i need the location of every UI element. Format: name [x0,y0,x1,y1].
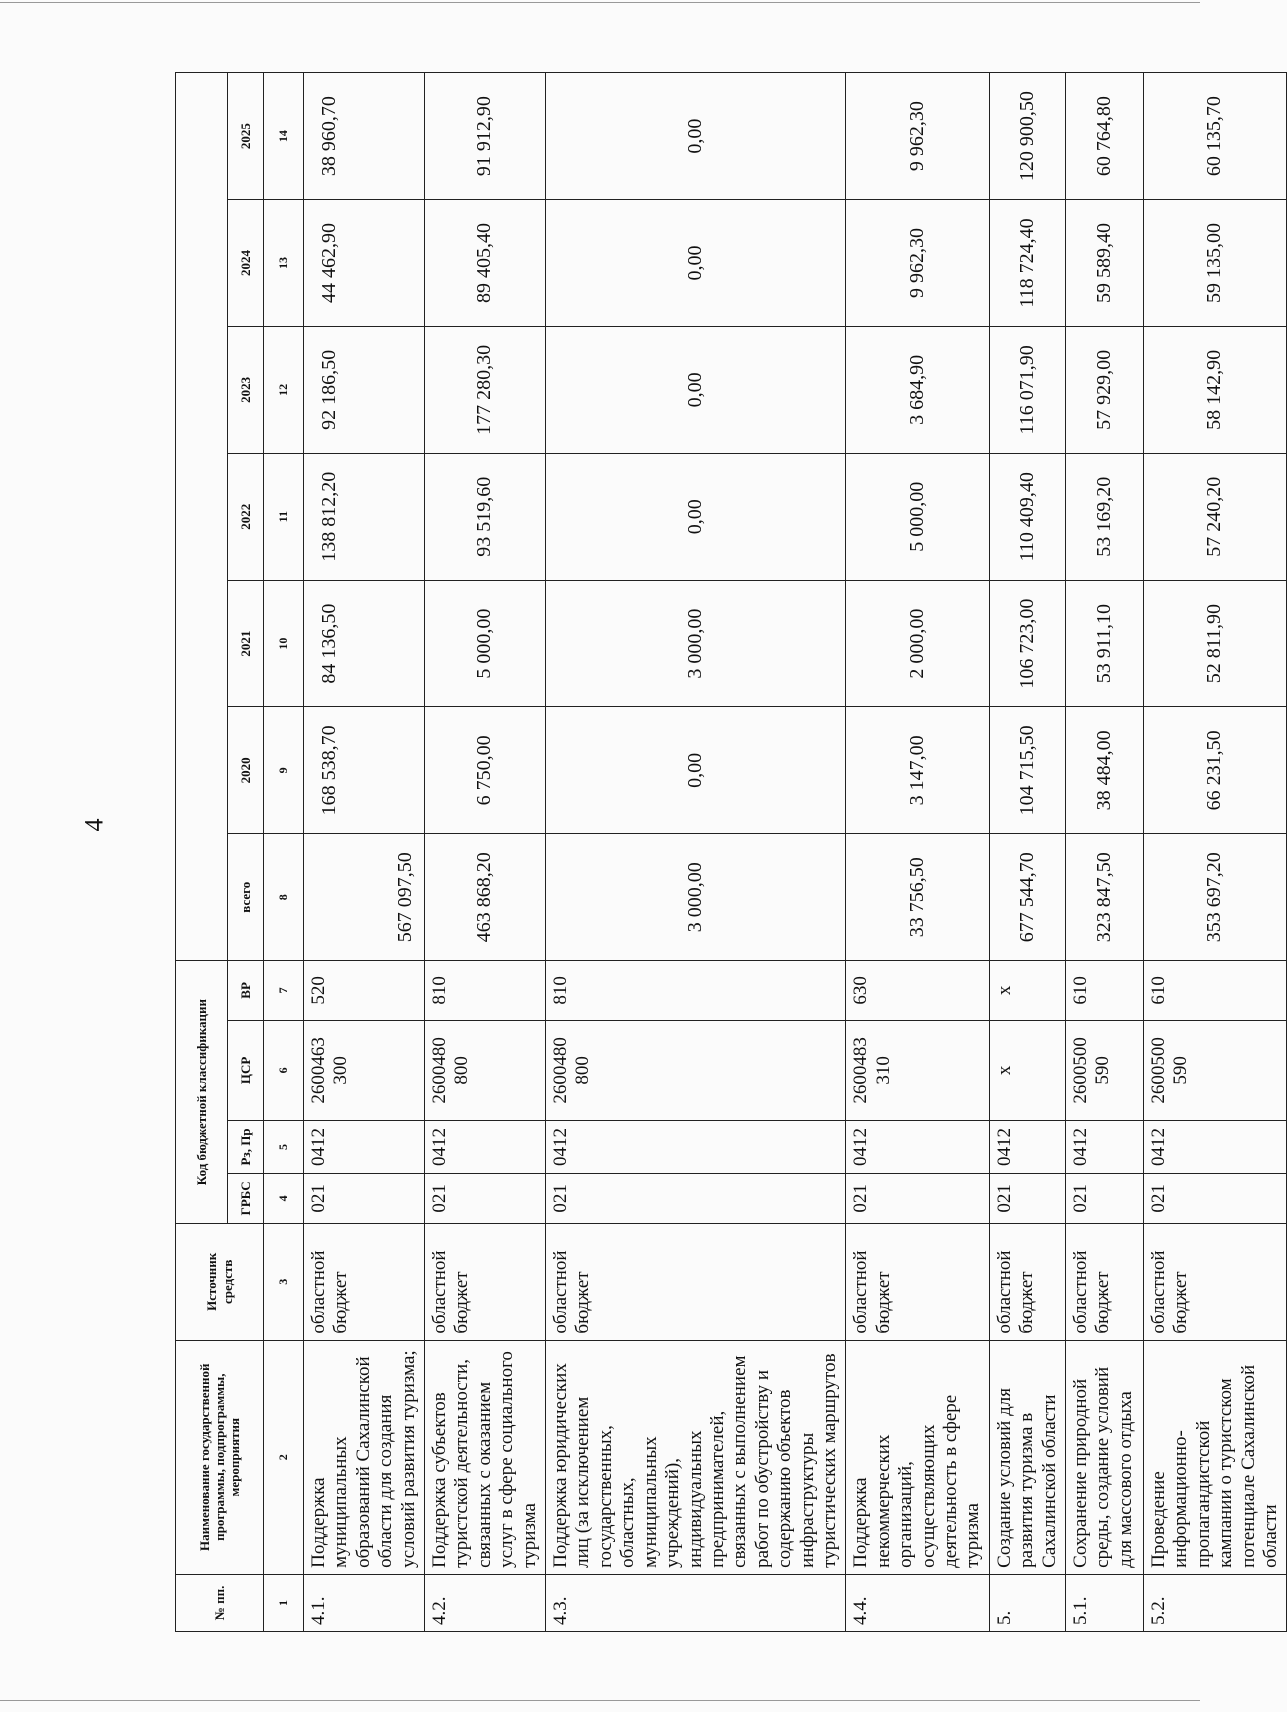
table-row [304,73,425,1632]
header-vr: ВР [228,961,264,1020]
row-source: областной бюджет [304,1224,425,1341]
row-2024: 0,00 [546,200,846,327]
row-grbs: 021 [546,1173,846,1223]
row-2020: 104 715,50 [989,707,1065,834]
row-2022: 138 812,20 [304,453,425,580]
row-total: 463 868,20 [425,834,546,961]
row-total: 567 097,50 [304,834,425,961]
row-2024: 89 405,40 [425,200,546,327]
row-grbs: 021 [989,1173,1065,1223]
row-2023: 3 684,90 [846,326,989,453]
row-vr: 810 [425,961,546,1020]
row-2021: 84 136,50 [304,580,425,707]
row-2022: 57 240,20 [1144,453,1287,580]
row-name: Создание условий для развития туризма в Сахалинской области [989,1340,1065,1574]
header-amounts [176,73,228,961]
row-name: Поддержка некоммерческих организаций, осуществляющих деятельность в сфере туризма [846,1340,989,1574]
row-2025: 120 900,50 [989,73,1065,200]
colnum: 2 [264,1340,304,1574]
row-vr: х [989,961,1065,1020]
row-2022: 93 519,60 [425,453,546,580]
row-total: 353 697,20 [1144,834,1287,961]
row-2023: 0,00 [546,326,846,453]
row-2023: 116 071,90 [989,326,1065,453]
header-year-2022: 2022 [228,453,264,580]
table-row [546,73,846,1632]
row-2025: 60 764,80 [1066,73,1144,200]
header-year-2023: 2023 [228,326,264,453]
colnum: 10 [264,580,304,707]
row-2023: 57 929,00 [1066,326,1144,453]
row-csr: х [989,1020,1065,1121]
row-csr: 2600483 310 [846,1020,989,1121]
colnum: 5 [264,1121,304,1174]
row-num: 4.3. [546,1574,846,1631]
row-vr: 630 [846,961,989,1020]
row-rzpr: 0412 [1066,1121,1144,1174]
row-num: 5.1. [1066,1574,1144,1631]
row-rzpr: 0412 [546,1121,846,1174]
header-grbs: ГРБС [228,1173,264,1223]
colnum: 1 [264,1574,304,1631]
row-rzpr: 0412 [304,1121,425,1174]
row-csr: 2600480 800 [546,1020,846,1121]
row-name: Поддержка юридических лиц (за исключением государственных, областных, муниципальных учреждений), индивидуальных предпринимателей, связанных с выполнением работ по обустройству и содержанию объектов инфраструктуры туристических маршрутов [546,1340,846,1574]
header-year-2024: 2024 [228,200,264,327]
row-2020: 66 231,50 [1144,707,1287,834]
row-2020: 3 147,00 [846,707,989,834]
budget-table [175,72,1287,1632]
row-2024: 118 724,40 [989,200,1065,327]
row-csr: 2600463 300 [304,1020,425,1121]
colnum: 14 [264,73,304,200]
row-name: Сохранение природной среды, создание условий для массового отдыха [1066,1340,1144,1574]
row-2025: 0,00 [546,73,846,200]
row-2021: 53 911,10 [1066,580,1144,707]
header-code: Код бюджетной классификации [176,961,228,1224]
colnum: 11 [264,453,304,580]
header-name: Наименование государственной программы, подпрограммы, мероприятия [176,1340,264,1574]
row-2023: 92 186,50 [304,326,425,453]
row-2023: 177 280,30 [425,326,546,453]
row-source: областной бюджет [1144,1224,1287,1341]
row-num: 4.2. [425,1574,546,1631]
colnum: 7 [264,961,304,1020]
row-rzpr: 0412 [425,1121,546,1174]
row-2020: 168 538,70 [304,707,425,834]
colnum: 3 [264,1224,304,1341]
colnum: 9 [264,707,304,834]
row-2021: 52 811,90 [1144,580,1287,707]
row-2024: 44 462,90 [304,200,425,327]
row-2021: 3 000,00 [546,580,846,707]
row-rzpr: 0412 [846,1121,989,1174]
table-row [1144,73,1287,1632]
table-row [425,73,546,1632]
row-2022: 5 000,00 [846,453,989,580]
row-source: областной бюджет [425,1224,546,1341]
budget-table-rotated [175,72,1282,1632]
row-grbs: 021 [1144,1173,1287,1223]
row-2024: 9 962,30 [846,200,989,327]
row-2022: 0,00 [546,453,846,580]
row-vr: 610 [1144,961,1287,1020]
row-2024: 59 135,00 [1144,200,1287,327]
row-csr: 2600500 590 [1066,1020,1144,1121]
row-num: 4.1. [304,1574,425,1631]
row-grbs: 021 [304,1173,425,1223]
header-csr: ЦСР [228,1020,264,1121]
row-2023: 58 142,90 [1144,326,1287,453]
row-2024: 59 589,40 [1066,200,1144,327]
row-total: 3 000,00 [546,834,846,961]
row-2021: 2 000,00 [846,580,989,707]
header-year-2020: 2020 [228,707,264,834]
row-source: областной бюджет [1066,1224,1144,1341]
row-rzpr: 0412 [989,1121,1065,1174]
colnum: 12 [264,326,304,453]
row-2020: 0,00 [546,707,846,834]
row-2020: 6 750,00 [425,707,546,834]
row-grbs: 021 [1066,1173,1144,1223]
row-total: 33 756,50 [846,834,989,961]
header-rzpr: Рз, Пр [228,1121,264,1174]
colnum: 8 [264,834,304,961]
row-source: областной бюджет [546,1224,846,1341]
row-total: 323 847,50 [1066,834,1144,961]
row-2025: 9 962,30 [846,73,989,200]
header-source: Источник средств [176,1224,264,1341]
row-2022: 110 409,40 [989,453,1065,580]
row-2022: 53 169,20 [1066,453,1144,580]
colnum: 6 [264,1020,304,1121]
row-num: 5.2. [1144,1574,1287,1631]
row-name: Поддержка субъектов туристской деятельности, связанных с оказанием услуг в сфере социального туризма [425,1340,546,1574]
row-num: 5. [989,1574,1065,1631]
row-2021: 5 000,00 [425,580,546,707]
table-row [1066,73,1144,1632]
row-vr: 810 [546,961,846,1020]
row-grbs: 021 [425,1173,546,1223]
table-row [989,73,1065,1632]
row-2021: 106 723,00 [989,580,1065,707]
row-source: областной бюджет [989,1224,1065,1341]
row-2025: 38 960,70 [304,73,425,200]
row-num: 4.4. [846,1574,989,1631]
row-2020: 38 484,00 [1066,707,1144,834]
table-row [846,73,989,1632]
row-2025: 60 135,70 [1144,73,1287,200]
row-vr: 520 [304,961,425,1020]
row-csr: 2600500 590 [1144,1020,1287,1121]
header-num: № пп. [176,1574,264,1631]
colnum: 4 [264,1173,304,1223]
header-year-2021: 2021 [228,580,264,707]
row-source: областной бюджет [846,1224,989,1341]
row-grbs: 021 [846,1173,989,1223]
row-name: Поддержка муниципальных образований Сахалинской области для создания условий развития туризма; [304,1340,425,1574]
header-year-2025: 2025 [228,73,264,200]
row-vr: 610 [1066,961,1144,1020]
row-rzpr: 0412 [1144,1121,1287,1174]
row-2025: 91 912,90 [425,73,546,200]
header-total: всего [228,834,264,961]
row-csr: 2600480 800 [425,1020,546,1121]
row-name: Проведение информационно-пропагандистской кампании о туристском потенциале Сахалинской области [1144,1340,1287,1574]
row-total: 677 544,70 [989,834,1065,961]
page-number: 4 [79,818,109,832]
colnum: 13 [264,200,304,327]
